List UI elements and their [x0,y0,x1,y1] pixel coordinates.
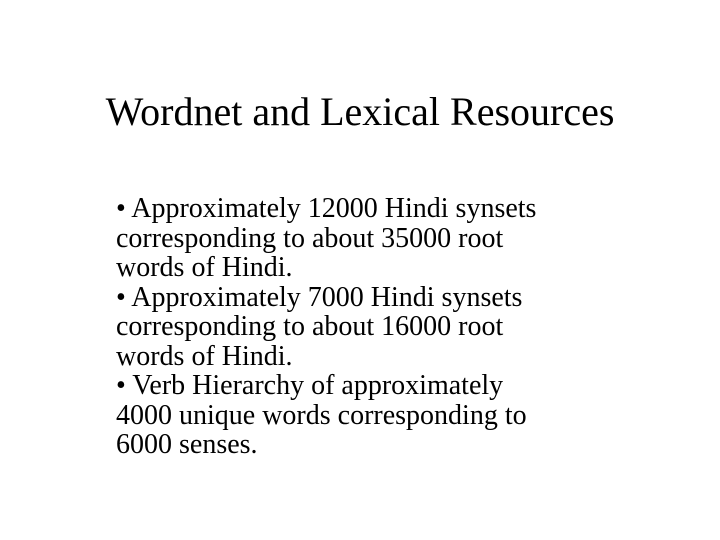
bullet-list [116,194,696,460]
bullet-item [116,371,696,460]
bullet-line: 4000 unique words corresponding to [116,399,527,431]
bullet-line: corresponding to about 16000 root [116,311,504,342]
bullet-line: • Verb Hierarchy of approximately [116,370,504,401]
slide-title: Wordnet and Lexical Resources [105,89,615,134]
bullet-line: • Approximately 12000 Hindi synsets [116,193,537,224]
bullet-line: words of Hindi. [116,340,293,372]
bullet-item [116,283,696,372]
bullet-item [116,194,696,283]
bullet-line: 6000 senses. [116,429,258,460]
bullet-line: corresponding to about 35000 root [116,222,504,254]
bullet-line: • Approximately 7000 Hindi synsets [116,281,523,313]
bullet-line: words of Hindi. [116,252,293,283]
